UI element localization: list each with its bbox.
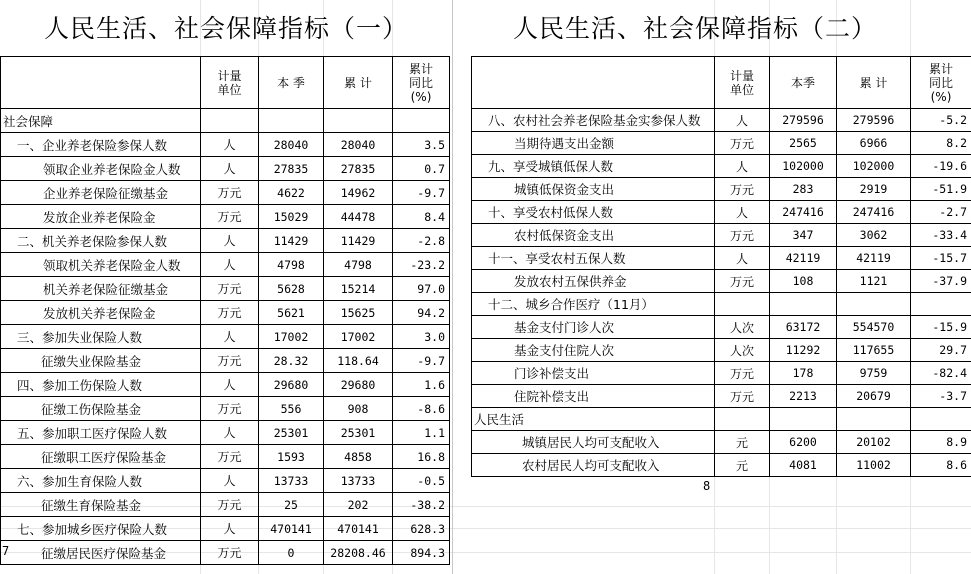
indicator-name-cell: 领取企业养老保险金人数 [1, 157, 201, 181]
indicator-name-cell: 发放机关养老保险金 [1, 301, 201, 325]
yoy-percent-cell: -8.6 [393, 397, 450, 421]
cumulative-header: 累 计 [837, 57, 911, 109]
yoy-percent-cell: 3.5 [393, 133, 450, 157]
cumulative-value-cell: 28208.46 [324, 541, 393, 565]
indicator-name-cell: 农村居民人均可支配收入 [472, 454, 715, 477]
cumulative-value-cell: 17002 [324, 325, 393, 349]
quarter-value-cell: 6200 [770, 431, 837, 454]
indicator-name-cell: 三、参加失业保险人数 [1, 325, 201, 349]
quarter-value-cell: 11429 [259, 229, 324, 253]
quarter-value-cell: 5621 [259, 301, 324, 325]
table-row [1, 157, 450, 181]
quarter-value-cell [770, 293, 837, 316]
table-row [1, 325, 450, 349]
unit-header: 计量 单位 [201, 57, 259, 109]
table-row [472, 339, 971, 362]
yoy-percent-cell: -82.4 [911, 362, 971, 385]
indicator-name-cell: 九、享受城镇低保人数 [472, 155, 715, 178]
indicator-name-header [472, 57, 715, 109]
indicator-name-cell: 人民生活 [472, 408, 715, 431]
indicator-name-cell: 四、参加工伤保险人数 [1, 373, 201, 397]
unit-cell: 万元 [201, 445, 259, 469]
table-row [1, 109, 450, 133]
cumulative-value-cell: 44478 [324, 205, 393, 229]
table-header-row [1, 57, 450, 109]
quarter-value-cell: 63172 [770, 316, 837, 339]
yoy-percent-cell: -38.2 [393, 493, 450, 517]
table-row [472, 224, 971, 247]
indicator-name-cell: 基金支付住院人次 [472, 339, 715, 362]
unit-cell: 元 [715, 454, 770, 477]
table-row [1, 445, 450, 469]
quarter-header: 本季 [770, 57, 837, 109]
quarter-value-cell: 0 [259, 541, 324, 565]
indicator-name-cell: 七、参加城乡医疗保险人数 [1, 517, 201, 541]
table-row [1, 301, 450, 325]
indicator-name-cell: 五、参加职工医疗保险人数 [1, 421, 201, 445]
quarter-value-cell: 25 [259, 493, 324, 517]
unit-cell: 万元 [201, 277, 259, 301]
table-row [1, 349, 450, 373]
right-page-number: 8 [703, 479, 711, 493]
yoy-percent-cell: 0.7 [393, 157, 450, 181]
yoy-header: 累计 同比 (%) [393, 57, 450, 109]
table-row [1, 253, 450, 277]
cumulative-value-cell: 3062 [837, 224, 911, 247]
quarter-value-cell: 279596 [770, 109, 837, 132]
cumulative-value-cell: 4798 [324, 253, 393, 277]
quarter-value-cell: 102000 [770, 155, 837, 178]
yoy-percent-cell: 1.1 [393, 421, 450, 445]
cumulative-value-cell: 9759 [837, 362, 911, 385]
table-row [1, 469, 450, 493]
yoy-percent-cell: -2.8 [393, 229, 450, 253]
quarter-value-cell: 25301 [259, 421, 324, 445]
yoy-percent-cell: -2.7 [911, 201, 971, 224]
unit-cell [715, 408, 770, 431]
table-row [472, 408, 971, 431]
table-row [472, 385, 971, 408]
indicator-name-cell: 发放企业养老保险金 [1, 205, 201, 229]
table-row [472, 178, 971, 201]
cumulative-value-cell: 6966 [837, 132, 911, 155]
cumulative-value-cell: 279596 [837, 109, 911, 132]
yoy-percent-cell: 8.4 [393, 205, 450, 229]
indicator-name-cell: 基金支付门诊人次 [472, 316, 715, 339]
cumulative-value-cell: 202 [324, 493, 393, 517]
table-row [472, 201, 971, 224]
unit-cell: 元 [715, 431, 770, 454]
yoy-percent-cell: -5.2 [911, 109, 971, 132]
unit-cell: 万元 [715, 385, 770, 408]
cumulative-value-cell: 27835 [324, 157, 393, 181]
cumulative-value-cell: 908 [324, 397, 393, 421]
cumulative-value-cell: 1121 [837, 270, 911, 293]
cumulative-value-cell: 20679 [837, 385, 911, 408]
cumulative-value-cell: 470141 [324, 517, 393, 541]
cumulative-value-cell [837, 293, 911, 316]
yoy-percent-cell: -0.5 [393, 469, 450, 493]
table-row [472, 155, 971, 178]
cumulative-value-cell: 29680 [324, 373, 393, 397]
cumulative-header: 累 计 [324, 57, 393, 109]
yoy-header: 累计 同比 (%) [911, 57, 971, 109]
cumulative-value-cell: 247416 [837, 201, 911, 224]
unit-cell: 万元 [201, 541, 259, 565]
yoy-percent-cell: 894.3 [393, 541, 450, 565]
indicator-name-cell: 征缴失业保险基金 [1, 349, 201, 373]
unit-cell: 人次 [715, 339, 770, 362]
quarter-value-cell: 27835 [259, 157, 324, 181]
table-row [1, 493, 450, 517]
cumulative-value-cell: 102000 [837, 155, 911, 178]
quarter-value-cell: 178 [770, 362, 837, 385]
yoy-percent-cell: 16.8 [393, 445, 450, 469]
unit-cell: 人次 [715, 316, 770, 339]
quarter-value-cell: 347 [770, 224, 837, 247]
indicator-name-cell: 征缴生育保险基金 [1, 493, 201, 517]
indicator-name-cell: 六、参加生育保险人数 [1, 469, 201, 493]
indicator-name-cell: 八、农村社会养老保险基金实参保人数 [472, 109, 715, 132]
table-row [1, 181, 450, 205]
table-row [472, 454, 971, 477]
unit-cell: 万元 [201, 181, 259, 205]
cumulative-value-cell: 42119 [837, 247, 911, 270]
table-row [472, 431, 971, 454]
quarter-value-cell: 2565 [770, 132, 837, 155]
left-page-number: 7 [2, 544, 10, 558]
indicator-name-cell: 社会保障 [1, 109, 201, 133]
right-indicator-table [471, 56, 971, 477]
unit-cell: 人 [715, 109, 770, 132]
yoy-percent-cell: -37.9 [911, 270, 971, 293]
unit-cell: 万元 [201, 397, 259, 421]
unit-cell: 人 [201, 229, 259, 253]
unit-cell: 万元 [715, 362, 770, 385]
unit-cell: 人 [201, 157, 259, 181]
quarter-value-cell: 2213 [770, 385, 837, 408]
quarter-value-cell: 17002 [259, 325, 324, 349]
cumulative-value-cell [837, 408, 911, 431]
table-row [472, 270, 971, 293]
yoy-percent-cell: 3.0 [393, 325, 450, 349]
table-row [1, 421, 450, 445]
table-row [1, 229, 450, 253]
yoy-percent-cell: -9.7 [393, 181, 450, 205]
indicator-name-cell: 住院补偿支出 [472, 385, 715, 408]
cumulative-value-cell: 554570 [837, 316, 911, 339]
yoy-percent-cell: -9.7 [393, 349, 450, 373]
cumulative-value-cell: 20102 [837, 431, 911, 454]
cumulative-value-cell: 11429 [324, 229, 393, 253]
unit-cell [715, 293, 770, 316]
table-row [1, 133, 450, 157]
unit-cell: 人 [201, 253, 259, 277]
unit-cell: 万元 [715, 132, 770, 155]
indicator-name-cell: 城镇低保资金支出 [472, 178, 715, 201]
unit-cell: 人 [201, 373, 259, 397]
table-header-row [472, 57, 971, 109]
table-row [1, 373, 450, 397]
indicator-name-cell: 城镇居民人均可支配收入 [472, 431, 715, 454]
table-row [472, 293, 971, 316]
indicator-name-cell: 十二、城乡合作医疗（11月） [472, 293, 715, 316]
sheet-column-split [452, 0, 453, 574]
yoy-percent-cell: -51.9 [911, 178, 971, 201]
cumulative-value-cell: 28040 [324, 133, 393, 157]
table-row [1, 277, 450, 301]
yoy-percent-cell: 97.0 [393, 277, 450, 301]
unit-cell: 万元 [715, 224, 770, 247]
yoy-percent-cell: 8.6 [911, 454, 971, 477]
cumulative-value-cell: 15625 [324, 301, 393, 325]
unit-cell: 万元 [201, 349, 259, 373]
quarter-value-cell: 42119 [770, 247, 837, 270]
table-row [472, 362, 971, 385]
cumulative-value-cell: 13733 [324, 469, 393, 493]
table-row [472, 247, 971, 270]
unit-cell: 人 [715, 201, 770, 224]
quarter-value-cell: 5628 [259, 277, 324, 301]
yoy-percent-cell: -15.9 [911, 316, 971, 339]
quarter-value-cell: 4622 [259, 181, 324, 205]
quarter-value-cell: 15029 [259, 205, 324, 229]
indicator-name-cell: 企业养老保险征缴基金 [1, 181, 201, 205]
indicator-name-cell: 农村低保资金支出 [472, 224, 715, 247]
indicator-name-cell: 发放农村五保供养金 [472, 270, 715, 293]
indicator-name-cell: 领取机关养老保险金人数 [1, 253, 201, 277]
quarter-value-cell: 283 [770, 178, 837, 201]
unit-cell: 人 [201, 133, 259, 157]
cumulative-value-cell [324, 109, 393, 133]
unit-cell: 人 [201, 469, 259, 493]
unit-cell: 人 [201, 517, 259, 541]
indicator-name-cell: 当期待遇支出金额 [472, 132, 715, 155]
quarter-value-cell: 4798 [259, 253, 324, 277]
yoy-percent-cell: -15.7 [911, 247, 971, 270]
quarter-value-cell: 470141 [259, 517, 324, 541]
quarter-value-cell: 4081 [770, 454, 837, 477]
table-row [1, 205, 450, 229]
cumulative-value-cell: 15214 [324, 277, 393, 301]
yoy-percent-cell: 94.2 [393, 301, 450, 325]
indicator-name-cell: 门诊补偿支出 [472, 362, 715, 385]
yoy-percent-cell: 8.9 [911, 431, 971, 454]
indicator-name-cell: 十、享受农村低保人数 [472, 201, 715, 224]
unit-cell: 万元 [201, 493, 259, 517]
cumulative-value-cell: 4858 [324, 445, 393, 469]
yoy-percent-cell [911, 408, 971, 431]
quarter-header: 本 季 [259, 57, 324, 109]
unit-cell: 万元 [201, 205, 259, 229]
unit-cell: 人 [715, 247, 770, 270]
indicator-name-cell: 一、企业养老保险参保人数 [1, 133, 201, 157]
quarter-value-cell: 1593 [259, 445, 324, 469]
quarter-value-cell: 108 [770, 270, 837, 293]
unit-header: 计量 单位 [715, 57, 770, 109]
cumulative-value-cell: 117655 [837, 339, 911, 362]
yoy-percent-cell: -23.2 [393, 253, 450, 277]
cumulative-value-cell: 14962 [324, 181, 393, 205]
indicator-name-cell: 十一、享受农村五保人数 [472, 247, 715, 270]
quarter-value-cell: 556 [259, 397, 324, 421]
yoy-percent-cell [911, 293, 971, 316]
table-row [1, 541, 450, 565]
yoy-percent-cell: 1.6 [393, 373, 450, 397]
unit-cell: 人 [201, 421, 259, 445]
quarter-value-cell: 28040 [259, 133, 324, 157]
table-row [1, 517, 450, 541]
indicator-name-cell: 机关养老保险征缴基金 [1, 277, 201, 301]
left-indicator-table [0, 56, 450, 565]
yoy-percent-cell: -19.6 [911, 155, 971, 178]
yoy-percent-cell [393, 109, 450, 133]
unit-cell: 人 [201, 325, 259, 349]
indicator-name-cell: 二、机关养老保险参保人数 [1, 229, 201, 253]
quarter-value-cell: 29680 [259, 373, 324, 397]
unit-cell: 万元 [715, 270, 770, 293]
unit-cell: 万元 [201, 301, 259, 325]
quarter-value-cell [259, 109, 324, 133]
quarter-value-cell: 28.32 [259, 349, 324, 373]
cumulative-value-cell: 2919 [837, 178, 911, 201]
left-sheet-title: 人民生活、社会保障指标（一） [43, 14, 408, 43]
unit-cell [201, 109, 259, 133]
indicator-name-cell: 征缴职工医疗保险基金 [1, 445, 201, 469]
indicator-name-cell: 征缴工伤保险基金 [1, 397, 201, 421]
table-row [472, 132, 971, 155]
cumulative-value-cell: 25301 [324, 421, 393, 445]
yoy-percent-cell: -33.4 [911, 224, 971, 247]
indicator-name-cell: 征缴居民医疗保险基金 [1, 541, 201, 565]
yoy-percent-cell: 628.3 [393, 517, 450, 541]
quarter-value-cell: 11292 [770, 339, 837, 362]
table-row [1, 397, 450, 421]
yoy-percent-cell: 29.7 [911, 339, 971, 362]
quarter-value-cell: 13733 [259, 469, 324, 493]
quarter-value-cell: 247416 [770, 201, 837, 224]
unit-cell: 万元 [715, 178, 770, 201]
cumulative-value-cell: 118.64 [324, 349, 393, 373]
quarter-value-cell [770, 408, 837, 431]
cumulative-value-cell: 11002 [837, 454, 911, 477]
yoy-percent-cell: -3.7 [911, 385, 971, 408]
yoy-percent-cell: 8.2 [911, 132, 971, 155]
right-sheet-title: 人民生活、社会保障指标（二） [512, 14, 877, 43]
table-row [472, 109, 971, 132]
indicator-name-header [1, 57, 201, 109]
unit-cell: 人 [715, 155, 770, 178]
table-row [472, 316, 971, 339]
